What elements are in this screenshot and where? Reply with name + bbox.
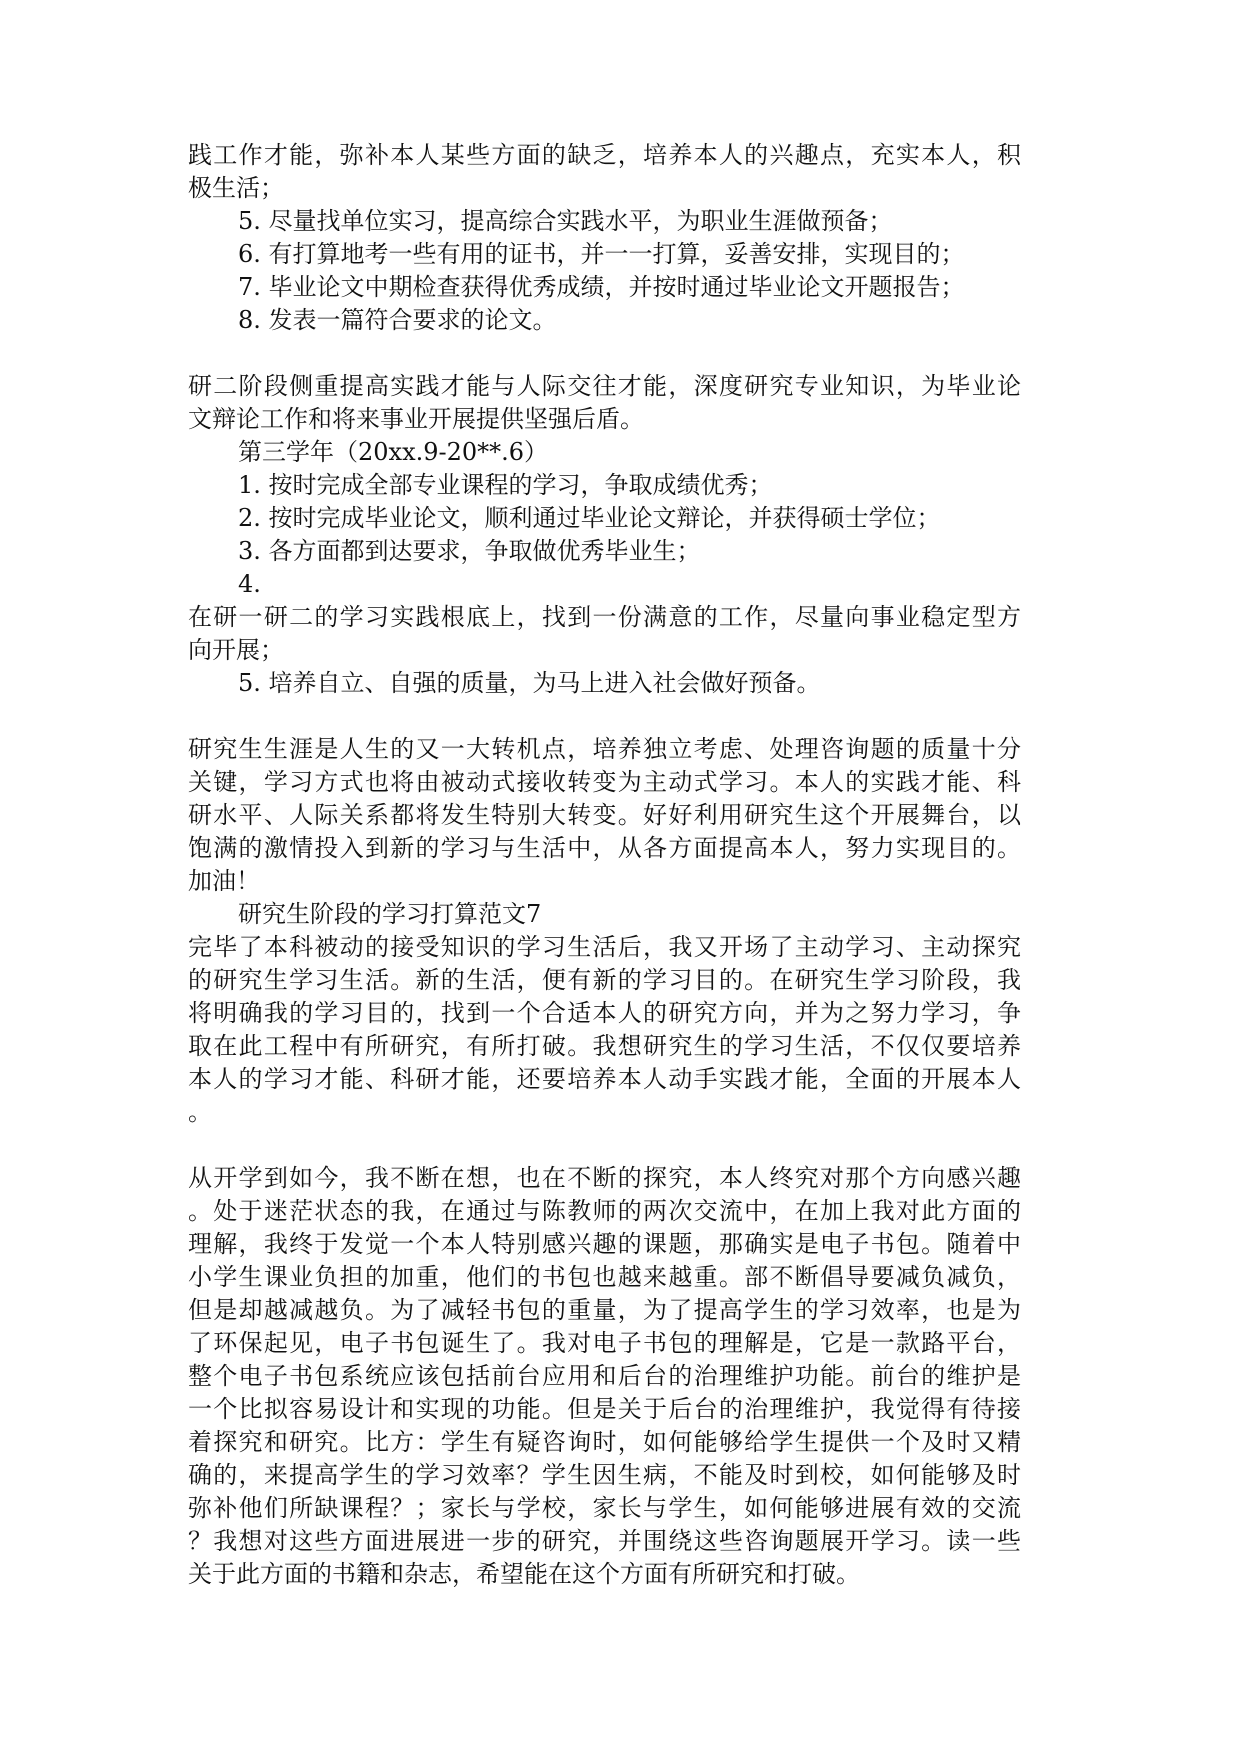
paragraph-line: 极生活； [188, 174, 284, 202]
paragraph-line: 研二阶段侧重提高实践才能与人际交往才能，深度研究专业知识，为毕业论 [188, 372, 1021, 400]
paragraph-line: 整个电子书包系统应该包括前台应用和后台的治理维护功能。前台的维护是 [188, 1362, 1021, 1390]
list-item: 5. 培养自立、自强的质量，为马上进入社会做好预备。 [238, 669, 821, 697]
list-item: 6. 有打算地考一些有用的证书，并一一打算，妥善安排，实现目的； [238, 240, 965, 268]
paragraph-line: 了环保起见，电子书包诞生了。我对电子书包的理解是，它是一款路平台， [188, 1329, 1021, 1357]
paragraph-line: 确的，来提高学生的学习效率？学生因生病，不能及时到校，如何能够及时 [188, 1461, 1021, 1489]
list-item: 2. 按时完成毕业论文，顺利通过毕业论文辩论，并获得硕士学位； [238, 504, 941, 532]
paragraph-line: ？我想对这些方面进展进一步的研究，并围绕这些咨询题展开学习。读一些 [188, 1527, 1021, 1555]
paragraph-line: 关键，学习方式也将由被动式接收转变为主动式学习。本人的实践才能、科 [188, 768, 1021, 796]
paragraph-line: 取在此工程中有所研究，有所打破。我想研究生的学习生活，不仅仅要培养 [188, 1032, 1021, 1060]
paragraph-line: 从开学到如今，我不断在想，也在不断的探究，本人终究对那个方向感兴趣 [188, 1164, 1021, 1192]
paragraph-line: 本人的学习才能、科研才能，还要培养本人动手实践才能，全面的开展本人 [188, 1065, 1021, 1093]
paragraph-line: 着探究和研究。比方：学生有疑咨询时，如何能够给学生提供一个及时又精 [188, 1428, 1021, 1456]
list-item: 7. 毕业论文中期检查获得优秀成绩，并按时通过毕业论文开题报告； [238, 273, 965, 301]
list-item: 4. [238, 570, 261, 598]
list-item: 8. 发表一篇符合要求的论文。 [238, 306, 557, 334]
paragraph-line: 小学生课业负担的加重，他们的书包也越来越重。部不断倡导要减负减负， [188, 1263, 1021, 1291]
paragraph-line: 研究生生涯是人生的又一大转机点，培养独立考虑、处理咨询题的质量十分 [188, 735, 1021, 763]
paragraph-line: 将明确我的学习目的，找到一个合适本人的研究方向，并为之努力学习，争 [188, 999, 1021, 1027]
section-heading: 第三学年（20xx.9-20**.6） [238, 438, 549, 466]
paragraph-line: 向开展； [188, 636, 284, 664]
list-item: 5. 尽量找单位实习，提高综合实践水平，为职业生涯做预备； [238, 207, 893, 235]
paragraph-line: 践工作才能，弥补本人某些方面的缺乏，培养本人的兴趣点，充实本人，积 [188, 141, 1021, 169]
paragraph-line: 一个比拟容易设计和实现的功能。但是关于后台的治理维护，我觉得有待接 [188, 1395, 1021, 1423]
list-item: 3. 各方面都到达要求，争取做优秀毕业生； [238, 537, 701, 565]
list-item: 1. 按时完成全部专业课程的学习，争取成绩优秀； [238, 471, 773, 499]
section-heading: 研究生阶段的学习打算范文7 [238, 900, 542, 928]
paragraph-line: 但是却越减越负。为了减轻书包的重量，为了提高学生的学习效率，也是为 [188, 1296, 1021, 1324]
paragraph-line: 研水平、人际关系都将发生特别大转变。好好利用研究生这个开展舞台，以 [188, 801, 1021, 829]
paragraph-line: 文辩论工作和将来事业开展提供坚强后盾。 [188, 405, 644, 433]
paragraph-line: 理解，我终于发觉一个本人特别感兴趣的课题，那确实是电子书包。随着中 [188, 1230, 1021, 1258]
paragraph-line: 。 [188, 1098, 212, 1126]
paragraph-line: 。处于迷茫状态的我，在通过与陈教师的两次交流中，在加上我对此方面的 [188, 1197, 1021, 1225]
paragraph-line: 关于此方面的书籍和杂志，希望能在这个方面有所研究和打破。 [188, 1560, 860, 1588]
paragraph-line: 弥补他们所缺课程？；家长与学校，家长与学生，如何能够进展有效的交流 [188, 1494, 1021, 1522]
paragraph-line: 加油！ [188, 867, 260, 895]
paragraph-line: 完毕了本科被动的接受知识的学习生活后，我又开场了主动学习、主动探究 [188, 933, 1021, 961]
paragraph-line: 的研究生学习生活。新的生活，便有新的学习目的。在研究生学习阶段，我 [188, 966, 1021, 994]
paragraph-line: 饱满的激情投入到新的学习与生活中，从各方面提高本人，努力实现目的。 [188, 834, 1021, 862]
paragraph-line: 在研一研二的学习实践根底上，找到一份满意的工作，尽量向事业稳定型方 [188, 603, 1021, 631]
